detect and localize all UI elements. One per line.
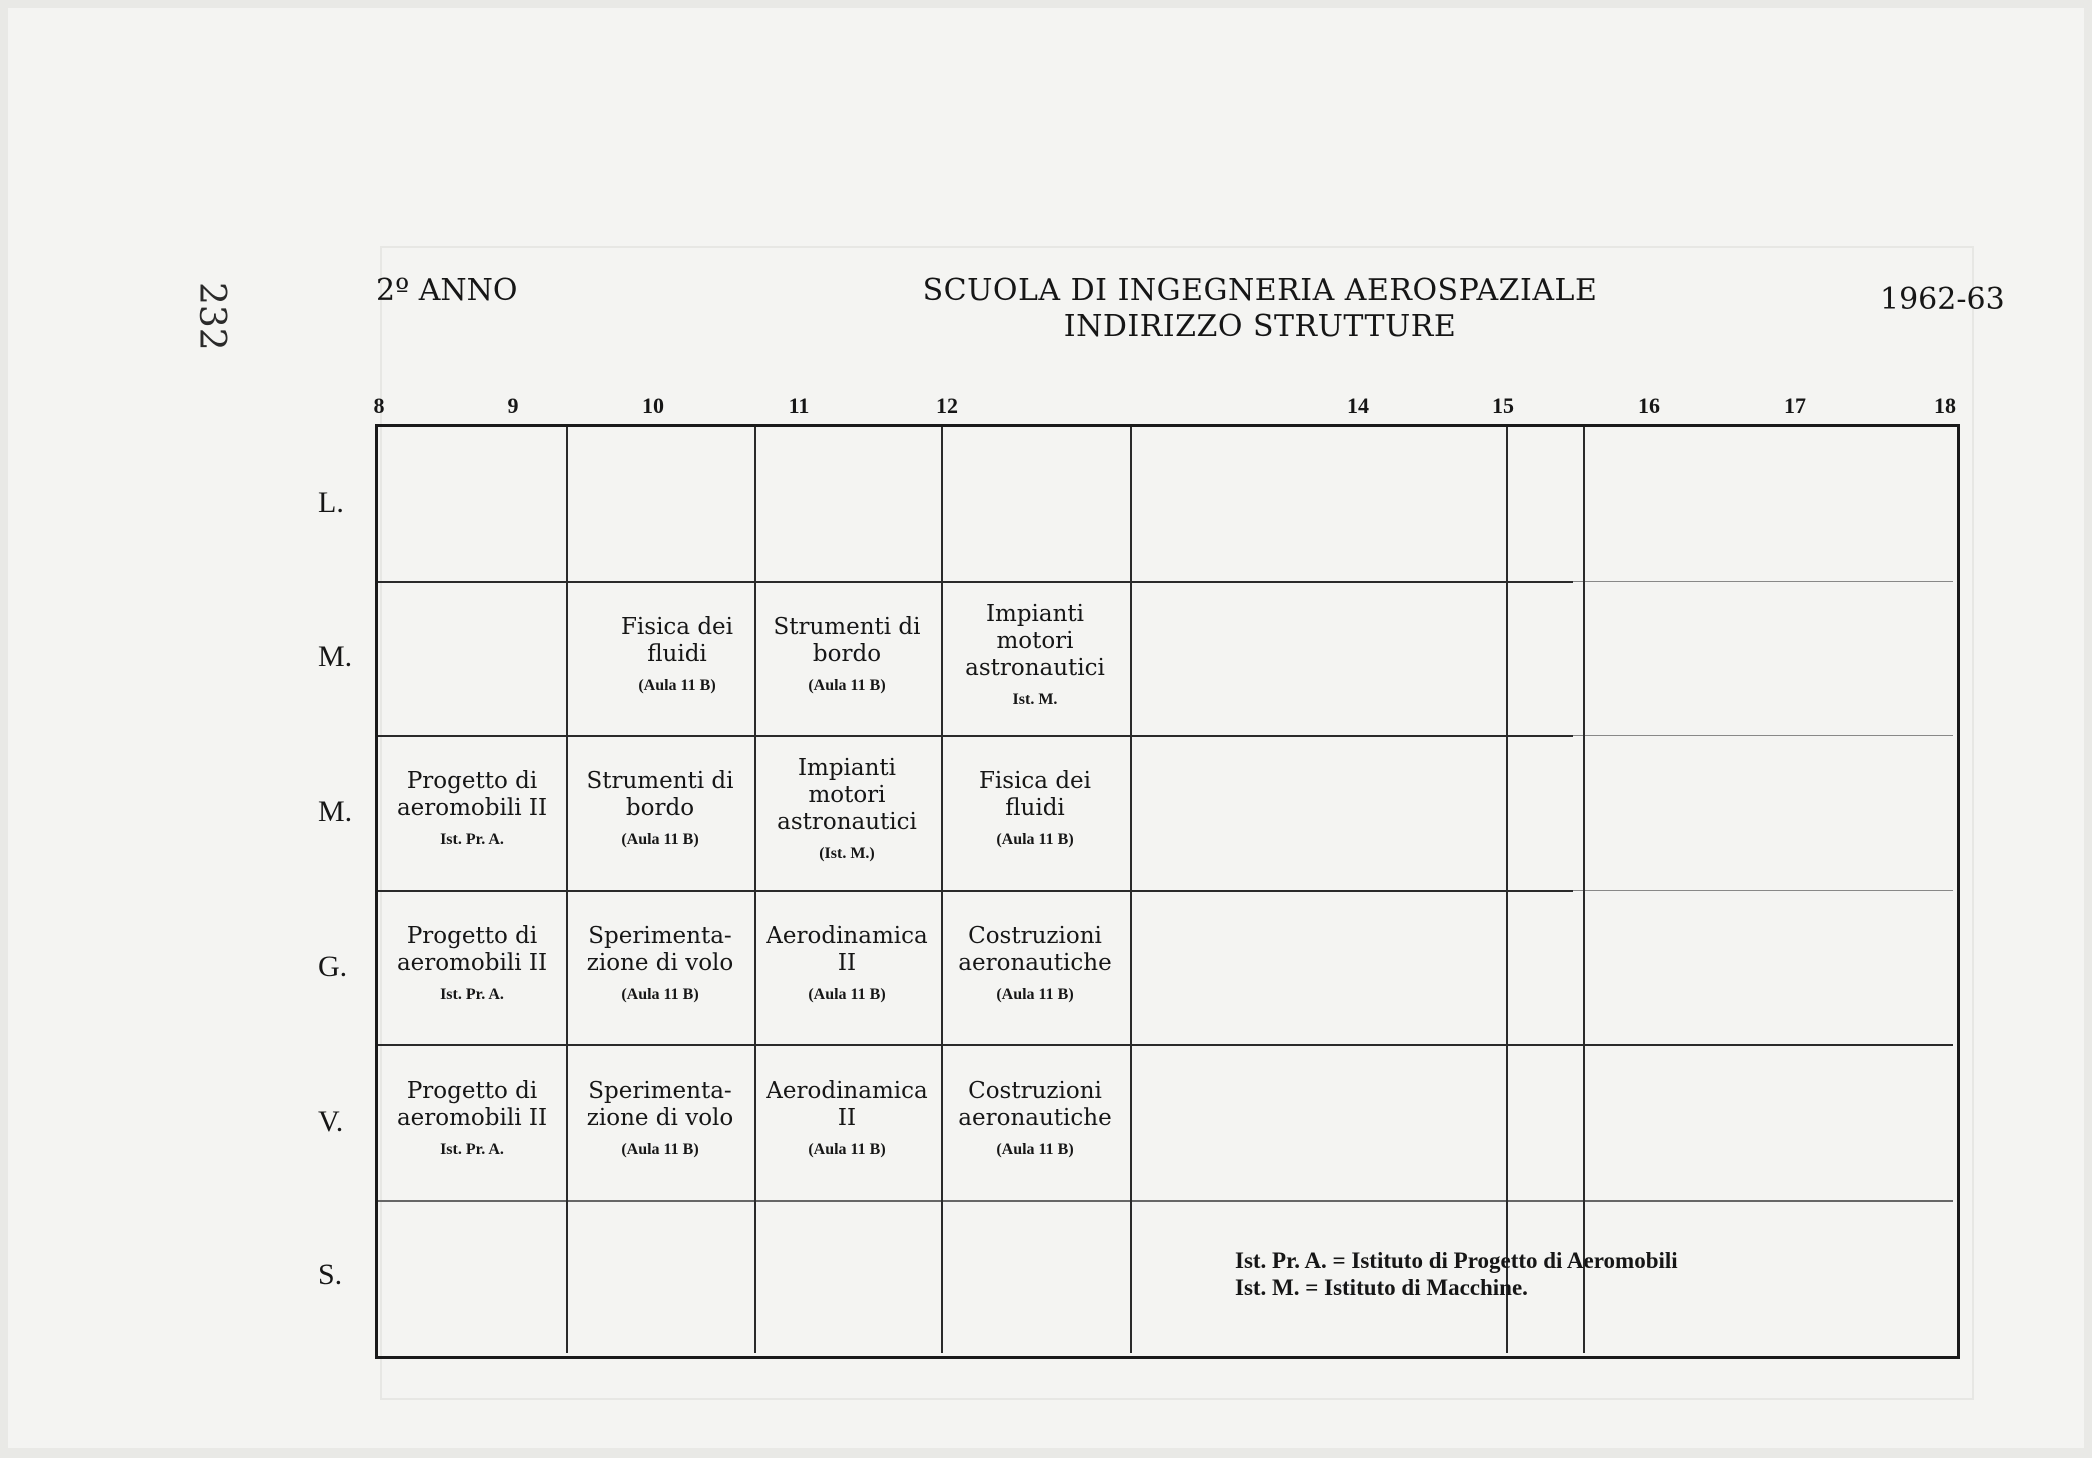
hour-label: 18 bbox=[1934, 393, 1956, 418]
column-divider bbox=[566, 427, 568, 1353]
lesson-room: (Aula 11 B) bbox=[808, 986, 886, 1003]
title-line-1: SCUOLA DI INGEGNERIA AEROSPAZIALE bbox=[922, 273, 1598, 308]
hour-label: 11 bbox=[788, 393, 810, 418]
abbreviation-legend bbox=[1235, 1247, 1678, 1301]
hour-label: 17 bbox=[1784, 393, 1806, 418]
lesson-cell bbox=[945, 923, 1125, 1008]
row-divider bbox=[378, 1200, 1953, 1202]
lesson-subject-line: Sperimenta- bbox=[588, 1078, 732, 1104]
hour-label: 14 bbox=[1347, 393, 1369, 418]
lesson-cell bbox=[945, 1078, 1125, 1163]
day-label-mercoledi: M. bbox=[318, 795, 353, 828]
lesson-subject-line: astronautici bbox=[965, 655, 1105, 681]
lesson-cell bbox=[570, 768, 750, 853]
lesson-subject-line: Aerodinamica bbox=[766, 923, 928, 949]
lesson-subject-line: fluidi bbox=[1005, 795, 1065, 821]
year-label: 2º ANNO bbox=[376, 273, 518, 308]
lesson-subject-line: Progetto di bbox=[406, 1078, 538, 1104]
hour-label: 10 bbox=[642, 393, 664, 418]
lesson-subject-line: aeromobili II bbox=[396, 1105, 548, 1131]
column-divider bbox=[1506, 427, 1508, 1353]
column-divider bbox=[754, 427, 756, 1353]
lesson-subject-line: II bbox=[837, 950, 857, 976]
row-divider bbox=[378, 581, 1573, 583]
lesson-subject-line: aeronautiche bbox=[958, 1105, 1112, 1131]
column-divider bbox=[941, 427, 943, 1353]
lesson-cell bbox=[382, 1078, 562, 1163]
lesson-cell bbox=[757, 755, 937, 867]
row-divider-faint bbox=[1573, 735, 1953, 736]
lesson-cell bbox=[382, 768, 562, 853]
lesson-subject-line: motori bbox=[808, 782, 886, 808]
lesson-cell bbox=[945, 601, 1125, 713]
lesson-cell bbox=[382, 923, 562, 1008]
lesson-cell bbox=[587, 614, 767, 699]
lesson-subject-line: Progetto di bbox=[406, 768, 538, 794]
legend-line: Ist. Pr. A. = Istituto di Progetto di Aeromobili bbox=[1235, 1248, 1678, 1273]
row-divider bbox=[378, 1044, 1953, 1046]
lesson-subject-line: Strumenti di bbox=[773, 614, 921, 640]
lesson-subject-line: Costruzioni bbox=[968, 1078, 1102, 1104]
lesson-cell bbox=[757, 1078, 937, 1163]
hour-scale bbox=[375, 393, 1955, 425]
lesson-cell bbox=[570, 923, 750, 1008]
lesson-subject-line: bordo bbox=[625, 795, 695, 821]
lesson-subject-line: Sperimenta- bbox=[588, 923, 732, 949]
lesson-room: (Aula 11 B) bbox=[996, 986, 1074, 1003]
lesson-subject-line: aeromobili II bbox=[396, 795, 548, 821]
row-divider-faint bbox=[1573, 581, 1953, 582]
row-divider-faint bbox=[1573, 890, 1953, 891]
legend-line: Ist. M. = Istituto di Macchine. bbox=[1235, 1275, 1528, 1300]
hour-label: 9 bbox=[507, 393, 519, 418]
column-divider bbox=[1583, 427, 1585, 1353]
day-label-sabato: S. bbox=[318, 1258, 343, 1291]
lesson-cell bbox=[757, 614, 937, 699]
lesson-subject-line: zione di volo bbox=[586, 1105, 734, 1131]
lesson-subject-line: fluidi bbox=[647, 641, 707, 667]
lesson-subject-line: zione di volo bbox=[586, 950, 734, 976]
lesson-room: Ist. M. bbox=[1012, 691, 1058, 708]
row-divider bbox=[378, 890, 1573, 892]
lesson-room: (Aula 11 B) bbox=[996, 831, 1074, 848]
lesson-room: Ist. Pr. A. bbox=[440, 831, 504, 848]
lesson-cell bbox=[945, 768, 1125, 853]
lesson-cell bbox=[570, 1078, 750, 1163]
lesson-room: (Aula 11 B) bbox=[621, 1141, 699, 1158]
hour-label: 12 bbox=[936, 393, 958, 418]
lesson-room: (Aula 11 B) bbox=[996, 1141, 1074, 1158]
page-title bbox=[740, 273, 1780, 345]
lesson-subject-line: aeromobili II bbox=[396, 950, 548, 976]
row-divider bbox=[378, 735, 1573, 737]
lesson-room: (Aula 11 B) bbox=[621, 986, 699, 1003]
lesson-subject-line: aeronautiche bbox=[958, 950, 1112, 976]
day-label-lunedi: L. bbox=[318, 486, 344, 519]
lesson-subject-line: motori bbox=[996, 628, 1074, 654]
lesson-cell bbox=[757, 923, 937, 1008]
lesson-subject-line: Impianti bbox=[797, 755, 897, 781]
lesson-subject-line: Strumenti di bbox=[586, 768, 734, 794]
lesson-room: (Aula 11 B) bbox=[808, 1141, 886, 1158]
lesson-room: (Aula 11 B) bbox=[808, 677, 886, 694]
day-label-giovedi: G. bbox=[318, 950, 348, 983]
lesson-subject-line: Fisica dei bbox=[620, 614, 734, 640]
day-label-venerdi: V. bbox=[318, 1105, 344, 1138]
lesson-subject-line: Fisica dei bbox=[978, 768, 1092, 794]
lesson-subject-line: Progetto di bbox=[406, 923, 538, 949]
lesson-room: Ist. Pr. A. bbox=[440, 1141, 504, 1158]
hour-label: 8 bbox=[373, 393, 385, 418]
lesson-subject-line: bordo bbox=[812, 641, 882, 667]
lesson-subject-line: astronautici bbox=[777, 809, 917, 835]
column-divider bbox=[1130, 427, 1132, 1353]
lesson-room: (Aula 11 B) bbox=[621, 831, 699, 848]
lesson-room: (Ist. M.) bbox=[819, 845, 875, 862]
title-line-2: INDIRIZZO STRUTTURE bbox=[1063, 309, 1457, 344]
lesson-subject-line: II bbox=[837, 1105, 857, 1131]
lesson-subject-line: Costruzioni bbox=[968, 923, 1102, 949]
day-label-martedi: M. bbox=[318, 640, 353, 673]
hour-label: 16 bbox=[1638, 393, 1660, 418]
lesson-room: (Aula 11 B) bbox=[638, 677, 716, 694]
lesson-subject-line: Impianti bbox=[985, 601, 1085, 627]
page-number: 232 bbox=[191, 282, 232, 351]
lesson-subject-line: Aerodinamica bbox=[766, 1078, 928, 1104]
lesson-room: Ist. Pr. A. bbox=[440, 986, 504, 1003]
academic-year: 1962-63 bbox=[1880, 282, 2005, 317]
timetable-grid bbox=[375, 424, 1960, 1359]
hour-label: 15 bbox=[1492, 393, 1514, 418]
